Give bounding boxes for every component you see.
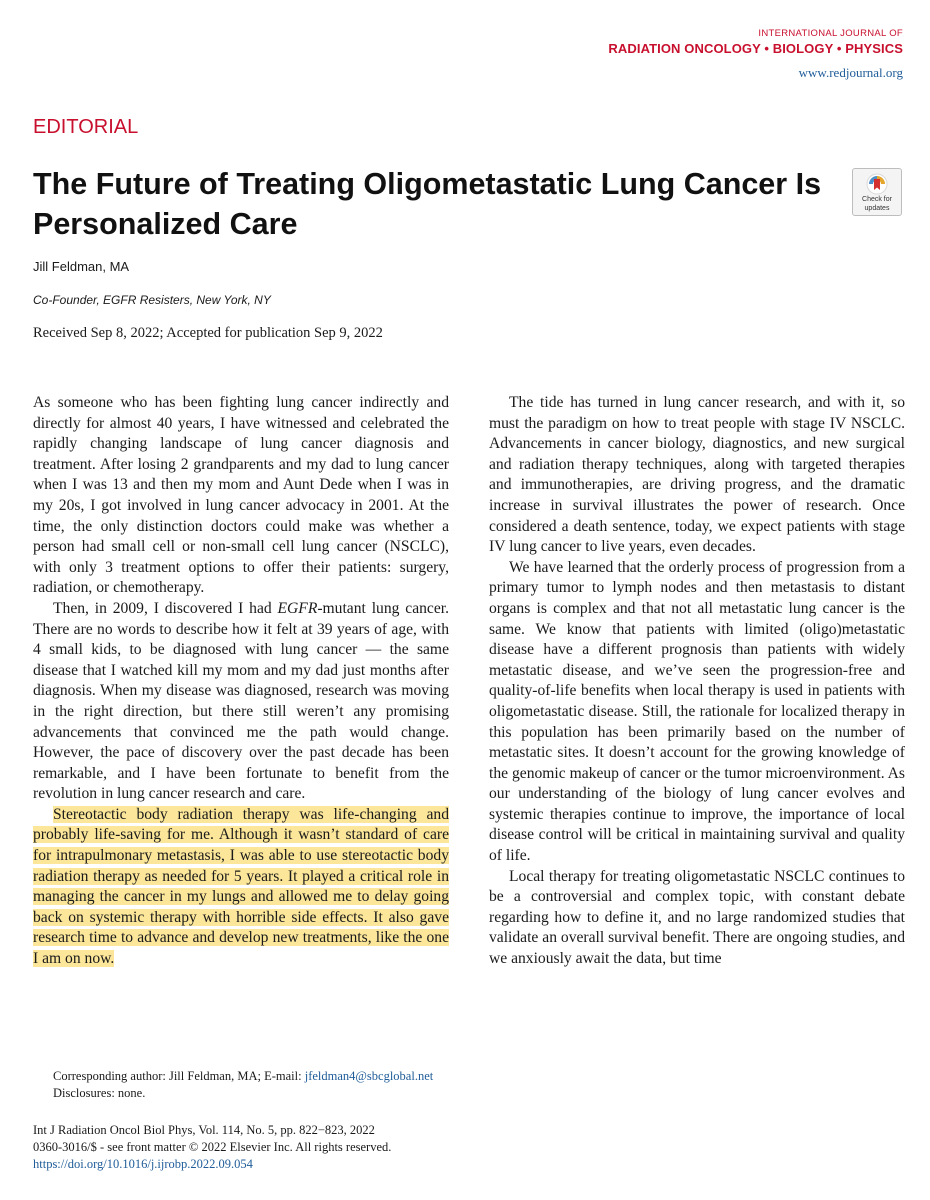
badge-label-line1: Check for xyxy=(862,196,892,203)
body-column-left xyxy=(33,393,449,970)
publication-dates: Received Sep 8, 2022; Accepted for publication Sep 9, 2022 xyxy=(33,325,383,341)
highlighted-text: Stereotactic body radiation therapy was life-changing and probably life-saving for me. Although it wasn’t standard of care for intrapulmonary metastasis, I was able to use stereotactic body radiation therapy as needed for 5 years. It played a critical role in managing the cancer in my lungs and allowed me to delay going back on systemic therapy with horrible side effects. It also gave research time to advance and develop new treatments, like the one I am on now. xyxy=(33,805,449,968)
body-paragraph-4: The tide has turned in lung cancer research, and with it, so must the paradigm on how to treat people with stage IV NSCLC. Advancements in cancer biology, diagnostics, and new surgical and radiation therapy techniques, along with targeted therapies and immunotherapies, are driving progress, and the dramatic increase in survival illustrates the power of research. Once considered a death sentence, today, we expect patients with stage IV lung cancer to live years, even decades. xyxy=(489,394,905,556)
citation-block xyxy=(33,1122,391,1173)
badge-label-line2: updates xyxy=(864,204,890,212)
check-for-updates-button[interactable] xyxy=(852,168,902,216)
corresponding-author-line xyxy=(53,1068,433,1085)
journal-url-link[interactable]: www.redjournal.org xyxy=(798,65,903,80)
article-title: The Future of Treating Oligometastatic Lung Cancer Is Personalized Care xyxy=(33,167,822,241)
citation-journal-line: Int J Radiation Oncol Biol Phys, Vol. 114, No. 5, pp. 822−823, 2022 xyxy=(33,1123,375,1137)
author-affiliation: Co-Founder, EGFR Resisters, New York, NY xyxy=(33,293,271,307)
email-link[interactable]: jfeldman4@sbcglobal.net xyxy=(304,1069,434,1083)
bookmark-icon xyxy=(866,173,888,195)
journal-name-line1: INTERNATIONAL JOURNAL OF xyxy=(758,28,903,39)
doi-link[interactable]: https://doi.org/10.1016/j.ijrobp.2022.09.054 xyxy=(33,1157,253,1171)
body-paragraph-5: We have learned that the orderly process of progression from a primary tumor to lymph nodes and then metastasis to distant organs is complex and that not all metastatic lung cancer is the same. We know that patients with limited (oligo)metastatic disease have a different prognosis than patients with widely metastatic disease, and we’ve seen the progression-free and quality-of-life benefits when local therapy is used in patients with oligometastatic disease. Still, the rationale for localized therapy in this population has been primarily based on the number of metastatic sites. It doesn’t account for the growing knowledge of the genomic makeup of cancer or the tumor microenvironment. As our understanding of the biology of lung cancer evolves and systemic therapies continue to improve, the importance of local disease control will be critical in maintaining survival and quality of life. xyxy=(489,558,905,865)
body-column-right xyxy=(489,393,905,970)
body-paragraph-3 xyxy=(33,805,449,970)
journal-name-line2: RADIATION ONCOLOGY • BIOLOGY • PHYSICS xyxy=(608,41,903,56)
author-name: Jill Feldman, MA xyxy=(33,259,130,274)
gene-name-italic: EGFR xyxy=(277,599,318,617)
section-label: EDITORIAL xyxy=(33,116,139,138)
citation-copyright-line: 0360-3016/$ - see front matter © 2022 Elsevier Inc. All rights reserved. xyxy=(33,1140,392,1154)
body-paragraph-2 xyxy=(33,599,449,805)
disclosures: Disclosures: none. xyxy=(53,1086,146,1100)
journal-header xyxy=(608,28,903,81)
body-paragraph-6: Local therapy for treating oligometastatic NSCLC continues to be a controversial and complex topic, with constant debate regarding how to define it, and no large randomized studies that validate an overall survival benefit. There are ongoing studies, and we anxiously await the data, but time xyxy=(489,867,905,968)
paragraph-2-start: Then, in 2009, I discovered I had xyxy=(53,599,278,617)
corresponding-author-label: Corresponding author: Jill Feldman, MA; E-mail: xyxy=(53,1069,305,1083)
footnote xyxy=(53,1068,433,1102)
paragraph-2-rest: -mutant lung cancer. There are no words to describe how it felt at 39 years of age, with 4 small kids, to be diagnosed with lung cancer — the same disease that I watched kill my mom and my dad just months after diagnosis. When my disease was diagnosed, research was moving in the right direction, but there still weren’t any promising advancements that convinced me the path would change. However, the pace of discovery over the past decade has been remarkable, and I have been fortunate to benefit from the revolution in lung cancer research and care. xyxy=(33,599,449,803)
body-paragraph-1: As someone who has been fighting lung cancer indirectly and directly for almost 40 years, I have witnessed and celebrated the rapidly changing landscape of lung cancer diagnosis and treatment. After losing 2 grandparents and my dad to lung cancer when I was 13 and then my mom and Aunt Dede when I was in my 20s, I got involved in lung cancer advocacy in 2001. At the time, the only distinction doctors could make was whether a person had small cell or non-small cell lung cancer (NSCLC), with only 3 treatment options to offer their patients: surgery, radiation, or chemotherapy. xyxy=(33,394,449,597)
